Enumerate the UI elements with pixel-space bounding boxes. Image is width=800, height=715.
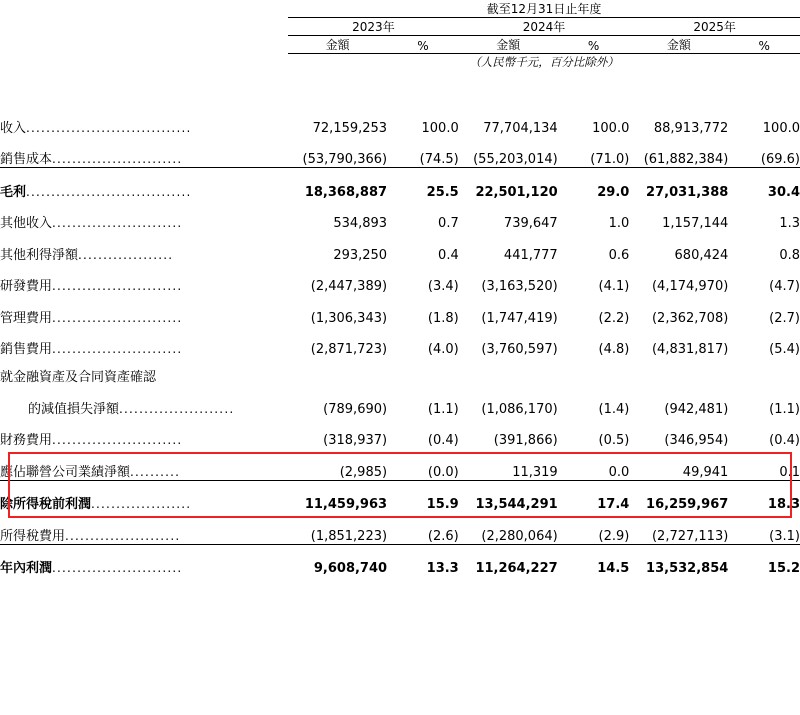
- table-row: [0, 417, 800, 449]
- row-value: (1,851,223): [310, 528, 388, 544]
- spacer-cell: [0, 54, 288, 71]
- year-header-row: [0, 18, 800, 36]
- year-header-2023: 2023年: [288, 18, 459, 36]
- table-row: [0, 168, 800, 200]
- row-value: (789,690): [323, 401, 388, 417]
- row-value: (2,871,723): [310, 342, 388, 357]
- row-value: (942,481): [664, 401, 729, 417]
- row-value: (2,280,064): [481, 528, 558, 544]
- row-label: [0, 136, 288, 168]
- row-label-text: 銷售成本: [0, 152, 53, 167]
- row-value: (1.8): [427, 310, 459, 326]
- row-value: (0.4): [769, 433, 800, 448]
- row-label-text: 年內利潤: [0, 561, 53, 576]
- row-value: (0.5): [598, 433, 630, 448]
- row-value: (4,174,970): [651, 279, 729, 294]
- row-value: 441,777: [503, 247, 558, 263]
- row-value: (53,790,366): [302, 152, 388, 167]
- row-label-text: 銷售費用: [0, 342, 53, 357]
- leader-dots: ..........................: [52, 342, 183, 356]
- row-value: (5.4): [769, 342, 800, 357]
- col-header-amount-2024: 金額: [459, 36, 558, 54]
- leader-dots: ..........................: [52, 310, 183, 325]
- row-label: [0, 326, 288, 358]
- col-header-percent-2024: %: [558, 36, 630, 54]
- row-label-text: 其他利得淨額: [0, 247, 79, 263]
- spacer-cell: [629, 357, 728, 385]
- row-label: [0, 294, 288, 326]
- leader-dots: ..........................: [52, 279, 183, 293]
- leader-dots: ..........................: [52, 216, 183, 230]
- col-header-percent-2023: %: [387, 36, 459, 54]
- row-value: 11,459,963: [288, 480, 387, 512]
- leader-dots: ...................: [78, 247, 174, 262]
- spacer-cell: [387, 357, 459, 385]
- table-row: [0, 544, 800, 576]
- row-label: [0, 448, 288, 480]
- table-row: [0, 326, 800, 358]
- row-label: [0, 417, 288, 449]
- row-label-text: 毛利: [0, 184, 27, 200]
- row-value: (2.2): [598, 310, 630, 326]
- row-value: 29.0: [558, 168, 630, 200]
- column-header-row: [0, 36, 800, 54]
- row-value: 17.4: [558, 480, 630, 512]
- row-value: 1.3: [779, 216, 800, 231]
- row-value: (3,163,520): [481, 279, 558, 294]
- row-value: 16,259,967: [629, 480, 728, 512]
- spacer-cell: [0, 0, 288, 18]
- table-row: [0, 136, 800, 168]
- spacer-cell: [288, 357, 387, 385]
- row-value: 30.4: [728, 168, 800, 200]
- row-label-text: 管理費用: [0, 310, 53, 326]
- row-label: [0, 544, 288, 576]
- row-value: (2.9): [598, 528, 630, 544]
- row-value: 1,157,144: [662, 216, 729, 231]
- unit-note: （人民幣千元，百分比除外）: [469, 55, 619, 69]
- row-value: 14.5: [558, 544, 630, 576]
- row-value: 9,608,740: [288, 544, 387, 576]
- spacer-cell: [0, 70, 800, 104]
- row-value: 13,532,854: [629, 544, 728, 576]
- row-label: [0, 104, 288, 136]
- row-value: 0.6: [608, 247, 630, 263]
- row-label: [0, 480, 288, 512]
- row-value: (4.8): [598, 342, 630, 357]
- year-header-2025: 2025年: [629, 18, 800, 36]
- row-value: 534,893: [333, 216, 388, 231]
- table-row: [0, 480, 800, 512]
- header-body-gap: [0, 70, 800, 104]
- col-header-amount-2025: 金額: [629, 36, 728, 54]
- table-row: [0, 512, 800, 544]
- table-row: [0, 294, 800, 326]
- row-value: (4.1): [598, 279, 630, 294]
- row-label-text: 研發費用: [0, 279, 53, 294]
- row-value: 100.0: [762, 120, 800, 136]
- row-value: 11,319: [512, 464, 558, 480]
- row-value: 18,368,887: [288, 168, 387, 200]
- row-value: (2,447,389): [310, 279, 388, 294]
- row-value: 1.0: [608, 216, 630, 231]
- spacer-cell: [459, 357, 558, 385]
- leader-dots: .................................: [26, 184, 192, 199]
- row-value: 88,913,772: [653, 120, 729, 136]
- row-value: (1,086,170): [481, 401, 558, 417]
- row-label: [0, 168, 288, 200]
- leader-dots: .......................: [119, 401, 235, 416]
- row-value: (2,985): [339, 464, 388, 480]
- year-header-2024: 2024年: [459, 18, 630, 36]
- row-label-text: 其他收入: [0, 216, 53, 231]
- row-value: (2.7): [769, 310, 800, 326]
- row-value: (0.0): [427, 464, 459, 480]
- row-value: 11,264,227: [459, 544, 558, 576]
- period-title: 截至12月31日止年度: [288, 0, 800, 18]
- row-value: (3,760,597): [481, 342, 558, 357]
- row-value: 739,647: [503, 216, 558, 231]
- col-header-amount-2023: 金額: [288, 36, 387, 54]
- row-value: (318,937): [323, 433, 388, 448]
- spacer-cell: [558, 357, 630, 385]
- row-value: 0.0: [608, 464, 630, 480]
- leader-dots: .................................: [26, 120, 192, 135]
- row-value: 0.8: [779, 247, 800, 263]
- row-label: [0, 512, 288, 544]
- row-label-line2: 的減值損失淨額: [28, 401, 120, 417]
- table-row: [0, 231, 800, 263]
- row-value: (74.5): [419, 152, 459, 167]
- row-label: [0, 231, 288, 263]
- row-value: 13.3: [387, 544, 459, 576]
- row-value: 680,424: [674, 247, 729, 263]
- row-label-text: 應佔聯營公司業績淨額: [0, 464, 131, 480]
- row-value: (2,727,113): [651, 528, 729, 544]
- table-row: [0, 200, 800, 232]
- row-label-text: 收入: [0, 120, 27, 136]
- period-header-row: [0, 0, 800, 18]
- row-value: 22,501,120: [459, 168, 558, 200]
- row-value: (1.1): [427, 401, 459, 417]
- row-value: 100.0: [421, 120, 459, 136]
- row-value: (4.0): [427, 342, 459, 357]
- row-value: (346,954): [664, 433, 729, 448]
- row-label-text: 除所得稅前利潤: [0, 497, 92, 512]
- row-value: 0.1: [779, 464, 800, 480]
- unit-note-row: [0, 54, 800, 71]
- row-value: (61,882,384): [643, 152, 729, 167]
- row-value: (1.4): [598, 401, 630, 417]
- spacer-cell: [0, 18, 288, 36]
- row-value: 15.2: [728, 544, 800, 576]
- row-value: (0.4): [427, 433, 459, 448]
- spacer-cell: [728, 357, 800, 385]
- row-value: (71.0): [590, 152, 630, 167]
- row-value: (1,306,343): [310, 310, 388, 326]
- leader-dots: ....................: [91, 497, 192, 511]
- row-label-text: 財務費用: [0, 433, 53, 448]
- row-value: (1.1): [769, 401, 800, 417]
- row-value: (1,747,419): [481, 310, 558, 326]
- table-row: [0, 104, 800, 136]
- spacer-cell: [0, 36, 288, 54]
- row-label: [0, 385, 288, 417]
- row-value: 49,941: [682, 464, 729, 480]
- leader-dots: ..........: [130, 464, 181, 479]
- row-value: (391,866): [493, 433, 558, 448]
- row-value: 100.0: [592, 120, 630, 136]
- row-value: (2.6): [427, 528, 459, 544]
- row-label: [0, 263, 288, 295]
- leader-dots: ..........................: [52, 152, 183, 166]
- row-label-text: 所得稅費用: [0, 528, 66, 544]
- row-value: 15.9: [387, 480, 459, 512]
- table-row: [0, 448, 800, 480]
- row-value: (3.1): [769, 528, 800, 544]
- row-value: 27,031,388: [629, 168, 728, 200]
- leader-dots: ..........................: [52, 561, 183, 575]
- table-row: [0, 385, 800, 417]
- leader-dots: ..........................: [52, 433, 183, 447]
- row-label-line1: 就金融資產及合同資產確認: [0, 370, 157, 385]
- row-value: (3.4): [427, 279, 459, 294]
- row-value: 0.7: [438, 216, 459, 231]
- table-row: [0, 263, 800, 295]
- row-value: 25.5: [387, 168, 459, 200]
- row-value: 0.4: [438, 247, 459, 263]
- row-value: (2,362,708): [651, 310, 729, 326]
- row-value: 293,250: [333, 247, 388, 263]
- row-value: (55,203,014): [473, 152, 558, 167]
- row-value: 72,159,253: [312, 120, 388, 136]
- row-value: 13,544,291: [459, 480, 558, 512]
- col-header-percent-2025: %: [728, 36, 800, 54]
- row-value: 18.3: [728, 480, 800, 512]
- row-value: 77,704,134: [483, 120, 558, 136]
- row-value: (4.7): [769, 279, 800, 294]
- row-value: (69.6): [760, 152, 800, 167]
- row-label: [0, 200, 288, 232]
- table-row-impairment-line1: [0, 357, 800, 385]
- row-value: (4,831,817): [651, 342, 729, 357]
- leader-dots: .......................: [65, 528, 181, 543]
